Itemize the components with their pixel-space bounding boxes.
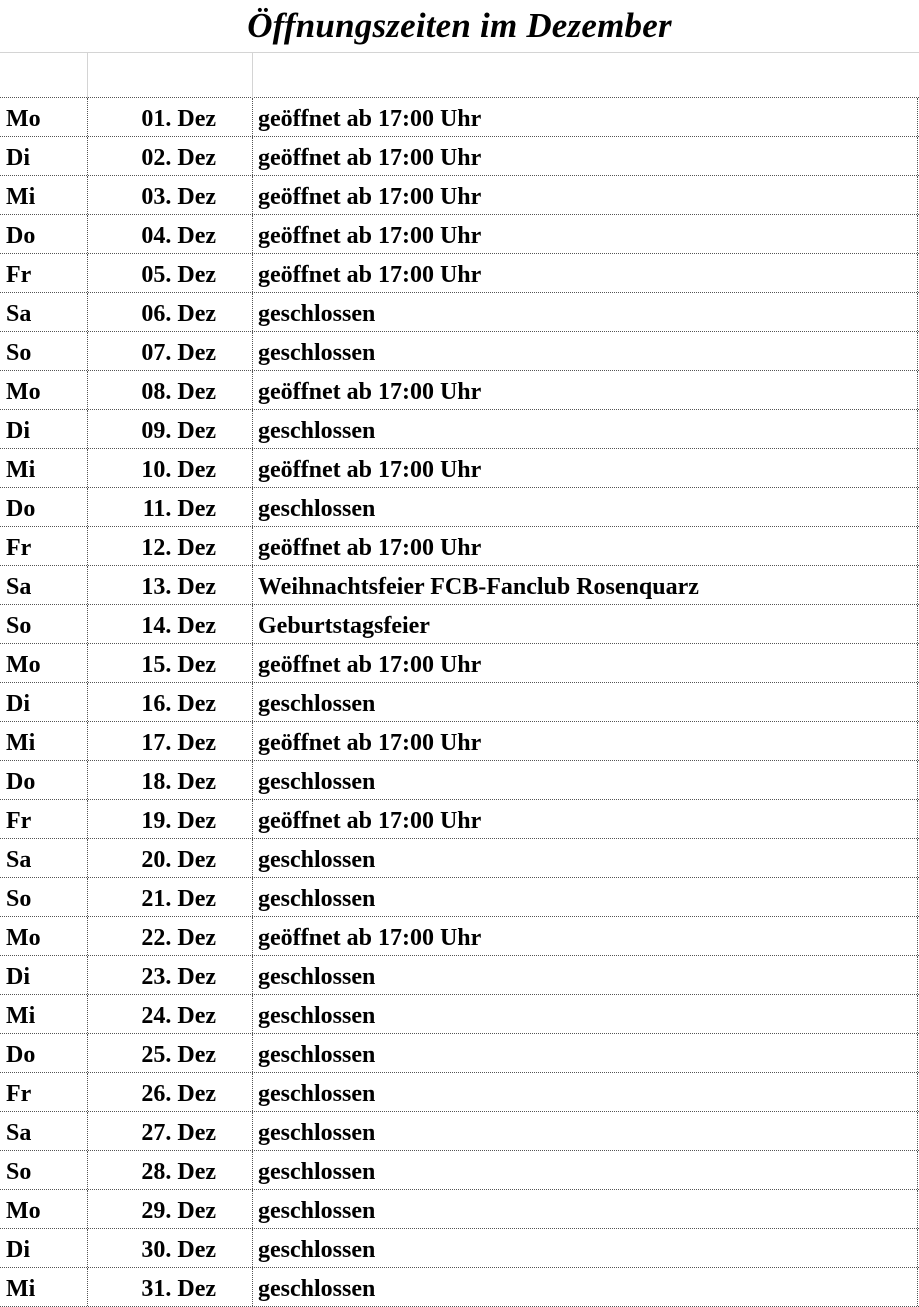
status-cell: geöffnet ab 17:00 Uhr — [253, 215, 918, 253]
status-cell: geschlossen — [253, 1190, 918, 1228]
title-row — [0, 0, 919, 53]
schedule-row — [0, 683, 919, 722]
status-cell: geöffnet ab 17:00 Uhr — [253, 176, 918, 214]
status-cell: geöffnet ab 17:00 Uhr — [253, 254, 918, 292]
schedule-table — [0, 98, 919, 1307]
schedule-row — [0, 410, 919, 449]
schedule-row — [0, 254, 919, 293]
schedule-row — [0, 98, 919, 137]
status-cell: geschlossen — [253, 332, 918, 370]
empty-cell — [88, 53, 253, 98]
date-cell: 01. Dez — [88, 98, 253, 136]
status-cell: geschlossen — [253, 293, 918, 331]
date-cell: 14. Dez — [88, 605, 253, 643]
weekday-cell: Mi — [0, 995, 88, 1033]
weekday-cell: Sa — [0, 566, 88, 604]
date-cell: 24. Dez — [88, 995, 253, 1033]
status-cell: geschlossen — [253, 1034, 918, 1072]
date-cell: 13. Dez — [88, 566, 253, 604]
status-cell: geschlossen — [253, 683, 918, 721]
date-cell: 05. Dez — [88, 254, 253, 292]
weekday-cell: Mi — [0, 176, 88, 214]
schedule-row — [0, 605, 919, 644]
weekday-cell: Fr — [0, 800, 88, 838]
schedule-row — [0, 761, 919, 800]
schedule-row — [0, 527, 919, 566]
schedule-row — [0, 995, 919, 1034]
weekday-cell: Mo — [0, 1190, 88, 1228]
schedule-row — [0, 215, 919, 254]
schedule-row — [0, 1190, 919, 1229]
schedule-row — [0, 293, 919, 332]
date-cell: 08. Dez — [88, 371, 253, 409]
date-cell: 27. Dez — [88, 1112, 253, 1150]
status-cell: geschlossen — [253, 1112, 918, 1150]
status-cell: geschlossen — [253, 488, 918, 526]
weekday-cell: Sa — [0, 293, 88, 331]
schedule-row — [0, 449, 919, 488]
weekday-cell: Do — [0, 215, 88, 253]
date-cell: 03. Dez — [88, 176, 253, 214]
date-cell: 20. Dez — [88, 839, 253, 877]
schedule-row — [0, 878, 919, 917]
schedule-row — [0, 722, 919, 761]
date-cell: 18. Dez — [88, 761, 253, 799]
date-cell: 12. Dez — [88, 527, 253, 565]
date-cell: 10. Dez — [88, 449, 253, 487]
status-cell: geschlossen — [253, 956, 918, 994]
date-cell: 04. Dez — [88, 215, 253, 253]
weekday-cell: So — [0, 1151, 88, 1189]
schedule-row — [0, 1073, 919, 1112]
status-cell: Geburtstagsfeier — [253, 605, 918, 643]
schedule-row — [0, 644, 919, 683]
date-cell: 29. Dez — [88, 1190, 253, 1228]
schedule-row — [0, 1112, 919, 1151]
date-cell: 17. Dez — [88, 722, 253, 760]
weekday-cell: Mi — [0, 1268, 88, 1306]
weekday-cell: Mi — [0, 449, 88, 487]
date-cell: 21. Dez — [88, 878, 253, 916]
empty-header-row — [0, 53, 919, 98]
schedule-row — [0, 137, 919, 176]
empty-cell — [0, 53, 88, 98]
weekday-cell: Mo — [0, 644, 88, 682]
schedule-row — [0, 1151, 919, 1190]
schedule-row — [0, 917, 919, 956]
date-cell: 06. Dez — [88, 293, 253, 331]
date-cell: 26. Dez — [88, 1073, 253, 1111]
status-cell: geschlossen — [253, 839, 918, 877]
schedule-row — [0, 1034, 919, 1073]
weekday-cell: Di — [0, 410, 88, 448]
status-cell: geöffnet ab 17:00 Uhr — [253, 917, 918, 955]
status-cell: geschlossen — [253, 1268, 918, 1306]
weekday-cell: Di — [0, 137, 88, 175]
weekday-cell: Do — [0, 488, 88, 526]
weekday-cell: Sa — [0, 1112, 88, 1150]
date-cell: 16. Dez — [88, 683, 253, 721]
status-cell: geschlossen — [253, 1151, 918, 1189]
date-cell: 28. Dez — [88, 1151, 253, 1189]
schedule-row — [0, 839, 919, 878]
weekday-cell: Di — [0, 683, 88, 721]
status-cell: geschlossen — [253, 761, 918, 799]
status-cell: Weihnachtsfeier FCB-Fanclub Rosenquarz — [253, 566, 918, 604]
weekday-cell: Mo — [0, 98, 88, 136]
status-cell: geschlossen — [253, 1073, 918, 1111]
weekday-cell: Mo — [0, 917, 88, 955]
status-cell: geöffnet ab 17:00 Uhr — [253, 800, 918, 838]
status-cell: geöffnet ab 17:00 Uhr — [253, 137, 918, 175]
weekday-cell: Fr — [0, 1073, 88, 1111]
weekday-cell: Di — [0, 1229, 88, 1267]
schedule-row — [0, 1268, 919, 1307]
weekday-cell: Do — [0, 761, 88, 799]
status-cell: geöffnet ab 17:00 Uhr — [253, 449, 918, 487]
status-cell: geöffnet ab 17:00 Uhr — [253, 722, 918, 760]
schedule-row — [0, 956, 919, 995]
schedule-row — [0, 332, 919, 371]
schedule-row — [0, 566, 919, 605]
date-cell: 02. Dez — [88, 137, 253, 175]
date-cell: 30. Dez — [88, 1229, 253, 1267]
weekday-cell: Mi — [0, 722, 88, 760]
date-cell: 22. Dez — [88, 917, 253, 955]
weekday-cell: Fr — [0, 254, 88, 292]
date-cell: 15. Dez — [88, 644, 253, 682]
weekday-cell: Di — [0, 956, 88, 994]
status-cell: geschlossen — [253, 410, 918, 448]
date-cell: 19. Dez — [88, 800, 253, 838]
date-cell: 23. Dez — [88, 956, 253, 994]
weekday-cell: Mo — [0, 371, 88, 409]
weekday-cell: Sa — [0, 839, 88, 877]
date-cell: 31. Dez — [88, 1268, 253, 1306]
page-title: Öffnungszeiten im Dezember — [247, 6, 672, 45]
status-cell: geschlossen — [253, 1229, 918, 1267]
schedule-row — [0, 1229, 919, 1268]
status-cell: geöffnet ab 17:00 Uhr — [253, 527, 918, 565]
weekday-cell: So — [0, 605, 88, 643]
date-cell: 07. Dez — [88, 332, 253, 370]
status-cell: geschlossen — [253, 995, 918, 1033]
date-cell: 25. Dez — [88, 1034, 253, 1072]
weekday-cell: So — [0, 878, 88, 916]
status-cell: geöffnet ab 17:00 Uhr — [253, 98, 918, 136]
date-cell: 09. Dez — [88, 410, 253, 448]
date-cell: 11. Dez — [88, 488, 253, 526]
schedule-row — [0, 371, 919, 410]
status-cell: geöffnet ab 17:00 Uhr — [253, 644, 918, 682]
weekday-cell: Fr — [0, 527, 88, 565]
status-cell: geöffnet ab 17:00 Uhr — [253, 371, 918, 409]
schedule-row — [0, 488, 919, 527]
status-cell: geschlossen — [253, 878, 918, 916]
schedule-row — [0, 800, 919, 839]
weekday-cell: Do — [0, 1034, 88, 1072]
empty-cell — [253, 53, 919, 98]
schedule-row — [0, 176, 919, 215]
weekday-cell: So — [0, 332, 88, 370]
